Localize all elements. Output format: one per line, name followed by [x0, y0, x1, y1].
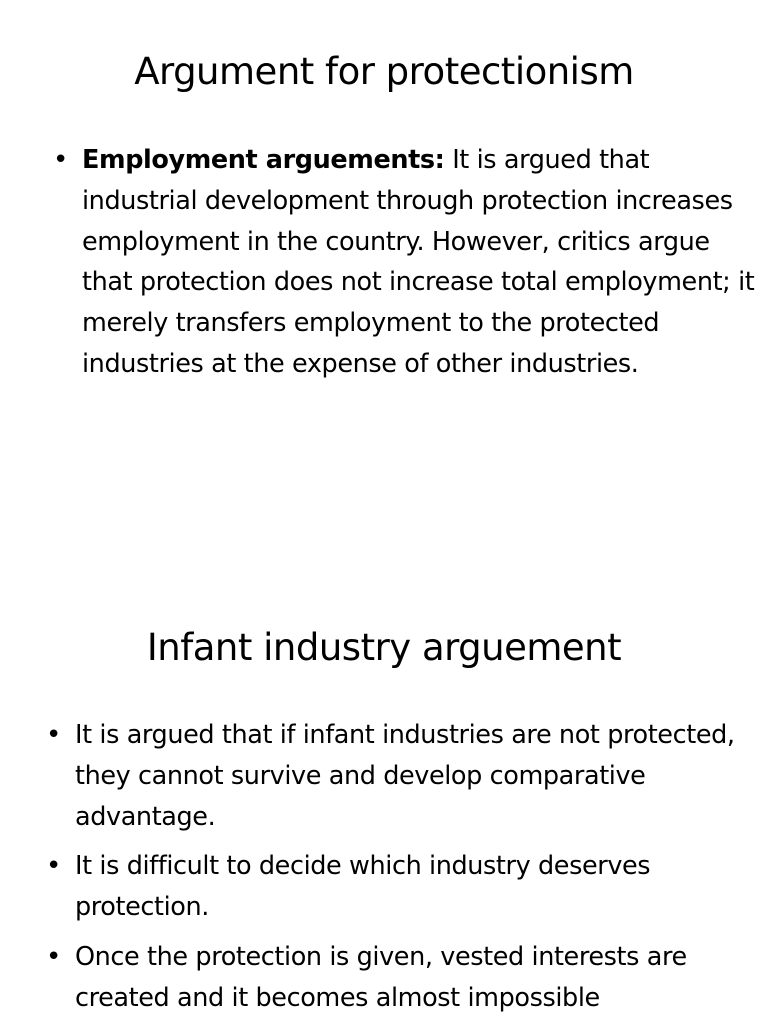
- bullet-item: [46, 937, 765, 1019]
- bullet-icon: •: [46, 941, 61, 972]
- bullet-icon: •: [46, 851, 61, 882]
- slide-infant-industry-argument: [0, 560, 768, 1024]
- bullet-text: Once the protection is given, vested interests are created and it becomes almost impossible: [75, 941, 687, 1013]
- bullet-icon: •: [46, 720, 61, 750]
- bullet-list: [46, 715, 765, 1028]
- bullet-text: It is argued that if infant industries are not protected, they cannot survive and develop comparative advantage.: [75, 720, 735, 832]
- bullet-text: It is difficult to decide which industry deserves protection.: [75, 851, 651, 923]
- bullet-text: It is argued that industrial development through protection increases employment in the country. However, critics argue that protection does not increase total employment; it merely transfers employment to the protected industries at the expense of other industries.: [82, 145, 755, 379]
- bullet-heading: Employment arguements:: [82, 145, 445, 175]
- bullet-item: [46, 846, 765, 928]
- slide-title: Infant industry arguement: [146, 626, 622, 669]
- bullet-item: [46, 715, 765, 837]
- slide-title: Argument for protectionism: [134, 50, 634, 93]
- bullet-icon: •: [53, 145, 68, 175]
- bullet-item: [53, 140, 762, 385]
- bullet-list: [53, 140, 762, 394]
